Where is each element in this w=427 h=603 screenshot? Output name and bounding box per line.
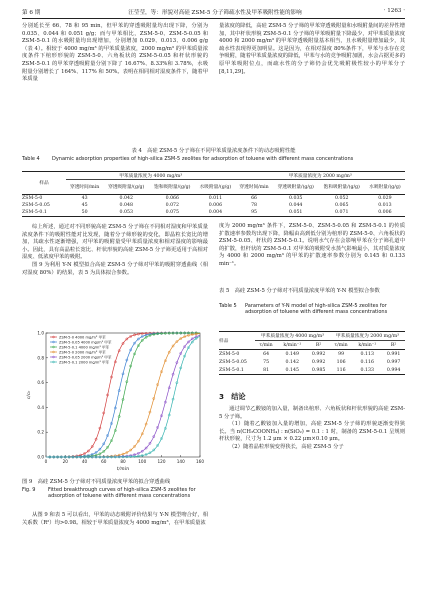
legend-label: ZSM-5-0 4000 mg/m³ 甲苯 [59, 335, 106, 340]
table4-subheader: 穿透时间/min [69, 185, 100, 190]
legend-label: ZSM-5-0.05 2000 mg/m³ 甲苯 [59, 355, 112, 360]
header-rule [22, 18, 405, 19]
table5-subheader: τ/min [334, 342, 348, 348]
table5-subheader: k/min⁻¹ [358, 342, 377, 348]
x-tick-label: 40 [81, 459, 88, 464]
table4-subheader: 水吸附量/(g/g) [369, 185, 401, 190]
y-tick-label: 0.8 [37, 355, 44, 361]
table5-group2-header: 甲苯质量浓度为 2000 mg/m³ [330, 332, 405, 341]
y-tick-label: 1.0 [37, 330, 44, 336]
x-tick-label: 100 [138, 459, 147, 464]
y-tick-label: 0.4 [37, 404, 44, 410]
table4-caption-cn: 表 4 高硅 ZSM-5 分子筛在不同甲苯质量浓度条件下的动态吸附性能 [131, 148, 296, 154]
legend-label: ZSM-5-0.1 2000 mg/m³ 甲苯 [59, 360, 110, 365]
right-mid-paragraph: 度为 2000 mg/m³ 条件下，ZSM-5-0、ZSM-5-0.05 和 ZSM-5-0.1 的传质扩散速率参数均出现下降，降幅由高到低分别为棺形的 ZSM-5-0、六角板状的 ZSM-5-0.05、杆状的 ZSM-5-0.1。说明水气存在会影响甲苯在分子筛孔道中的扩散，但杆状的 ZSM-5-0.1 对甲苯的吸附受水蒸气影响最小，其对质量浓度为 4000 和 2000 mg/m³ 的甲苯的扩散速率参数分别为 0.145 和 0.133 min⁻¹。 [219, 223, 405, 267]
table-row: ZSM-5-0.1 50 0.053 0.075 0.004 95 0.051 0.071 0.006 [22, 209, 405, 217]
fig9-caption-cn: 图 9 高硅 ZSM-5 分子筛对不同质量浓度甲苯的拟合穿透曲线 [22, 479, 171, 485]
table4 [22, 171, 405, 217]
table-row: ZSM-5-0.1 81 0.145 0.985 116 0.133 0.994 [219, 366, 405, 375]
table5-sample-header: 样品 [219, 332, 255, 350]
table4-sample-header: 样品 [22, 172, 66, 195]
x-tick-label: 20 [62, 459, 68, 464]
header-title: 汪莹莹，等：形貌对高硅 ZSM-5 分子筛疏水性及甲苯吸附性能的影响 [128, 10, 302, 16]
table5-group1-header: 甲苯质量浓度为 4000 mg/m³ [255, 332, 330, 341]
section3-body: 通过调节乙酸铵的加入量，制备出棺形、六角板状和杆状形貌的高硅 ZSM-5 分子筛。 （1）随着乙酸铵加入量的增加，高硅 ZSM-5 分子筛的形貌逐渐变得狭长。当 n(CH₃COONH₄) : n(SiO₂) = 0.1 : 1 时，制备的 ZSM-5-0.1 呈规则杆状形貌，尺寸为 1.2 μm × 0.22 μm×0.10 μm。 （2）随着晶粒形貌变得狭长，高硅 ZSM-5 分子 [219, 406, 405, 450]
y-tick-label: 0.2 [37, 429, 44, 435]
header-page: · 1263 · [383, 8, 405, 14]
table4-subheader: 穿透吸附量/(g/g) [277, 185, 314, 190]
table4-subheader: 水吸附量/(g/g) [199, 185, 232, 190]
table5-caption-en: Table 5 Parameters of Y-N model of high-silica ZSM-5 zeolites for adsorption of toluene with different mass concentrations [219, 303, 388, 316]
table5-subheader: R² [390, 342, 397, 348]
table-row: ZSM-5-0.05 75 0.142 0.992 106 0.116 0.997 [219, 359, 401, 365]
table4-group2-header: 甲苯质量浓度为 2000 mg/m³ [235, 172, 405, 180]
left-top-paragraph: 分别延长至 66、78 和 95 min，但甲苯的穿透吸附量均出现下降，分别为 0.035、0.044 和 0.051 g/g；而与甲苯相比，ZSM-5-0、ZSM-5-0.05 和 ZSM-5-0.1 的水吸附量均出现增加，分别增加 0.029、0.013、0.006 g/g（表 4）。相较于 4000 mg/m³ 的甲苯质量浓度，2000 mg/m³ 的甲苯质量浓度条件下棺形形貌的 ZSM-5-0、六角板状的 ZSM-5-0.05 和杆状形貌的 ZSM-5-0.1 的甲苯穿透吸附量分别下降了 16.67%、8.33%和 3.78%，水吸附量分别增长了 164%、117% 和 50%。表明在相同相对湿度条件下，随着甲苯质量 [22, 23, 208, 83]
table4-caption-en: Table 4 Dynamic adsorption properties of high-silica ZSM-5 zeolites for adsorption of toluene with different mass concentrations [22, 156, 354, 162]
right-top-paragraph: 量浓度的降低，高硅 ZSM-5 分子筛的甲苯穿透吸附量和水吸附量间的差异性增加，其中杆状形貌 ZSM-5-0.1 分子筛的甲苯吸附量下降最少，对甲苯质量浓度 4000 和 2000 mg/m³ 的甲苯穿透吸附量基本相当，且水吸附量增加最少，其疏水性表现得更加明显。这是因为，在相对湿度 80%条件下，甲苯与水存在竞争吸附，随着甲苯质量浓度的降低，甲苯与水的竞争吸附加剧，水会占据更多的原甲苯吸附位点，而疏水性的分子筛仍会优先吸附极性较小的甲苯分子[8,11,29]。 [219, 23, 405, 75]
legend-label: ZSM-5-0.1 4000 mg/m³ 甲苯 [59, 345, 110, 350]
left-mid-paragraphs: 综上所述，通过对不同形貌高硅 ZSM-5 分子筛在不同相对湿度和甲苯质量浓度条件下的吸附性能对比发现，随着分子筛形貌的变化，即晶粒长宽比的增加，其疏水性逐渐增强，对甲苯的吸附量受甲苯质量浓度和相对湿度的影响最小。因此，具有高晶粒长宽比、杆状形貌的高硅 ZSM-5 分子筛更适用于高相对湿度、低浓度甲苯的吸附。 图 9 为利用 Y-N 模型拟合高硅 ZSM-5 分子筛对甲苯的吸附穿透曲线（相对湿度 80%）的结果，表 5 为具体拟合参数。 [22, 224, 208, 276]
table4-subheader: 饱和吸附量/(g/g) [323, 185, 360, 190]
x-tick-label: 60 [101, 459, 107, 464]
table-row: ZSM-5-0 64 0.149 0.992 99 0.113 0.991 [219, 351, 401, 357]
table5 [219, 331, 405, 375]
table4-subheader: 穿透吸附量/(g/g) [108, 185, 145, 190]
table5-caption-cn: 表 5 高硅 ZSM-5 分子筛对不同质量浓度甲苯的 Y-N 模型拟合参数 [219, 288, 380, 294]
legend-label: ZSM-5-0.05 4000 mg/m³ 甲苯 [59, 340, 112, 345]
table4-group1-header: 甲苯质量浓度为 4000 mg/m³ [66, 172, 235, 180]
section3-title: 3 结论 [219, 392, 246, 401]
fig9-chart [22, 327, 208, 477]
x-tick-label: 160 [196, 459, 204, 464]
y-tick-label: 0.0 [37, 454, 44, 460]
header-issue: 第 6 期 [22, 10, 41, 16]
table4-subheader: 饱和吸附量/(g/g) [154, 185, 191, 190]
table5-subheader: R² [315, 342, 322, 348]
y-axis-label: c/c₀ [27, 390, 32, 400]
left-bottom-paragraph: 从图 9 和表 5 可以看出，甲苯的动态吸附评价结果与 Y-N 模型吻合好，相关系数（R²）均>0.98。相较于甲苯质量浓度为 4000 mg/m³，在甲苯质量浓 [22, 512, 208, 526]
table-row: ZSM-5-0.05 45 0.048 0.072 0.006 78 0.044 0.065 0.013 [22, 203, 392, 208]
x-tick-label: 120 [157, 459, 166, 464]
table5-subheader: k/min⁻¹ [283, 342, 302, 348]
table5-subheader: τ/min [259, 342, 273, 348]
y-tick-label: 0.6 [37, 380, 44, 386]
legend-label: ZSM-5-0 2000 mg/m³ 甲苯 [59, 350, 106, 355]
table-row: ZSM-5-0 43 0.042 0.066 0.011 66 0.035 0.052 0.029 [22, 196, 392, 201]
x-tick-label: 0 [44, 459, 48, 464]
fig9-caption-en: Fig. 9 Fitted breakthrough curves of high-silica ZSM-5 zeolites for adsorption of toluene with different mass concentrations [22, 487, 196, 500]
x-axis-label: t/min [116, 467, 130, 472]
table4-subheader: 穿透时间/min [239, 185, 269, 190]
x-tick-label: 140 [176, 459, 185, 464]
x-tick-label: 80 [120, 459, 126, 464]
